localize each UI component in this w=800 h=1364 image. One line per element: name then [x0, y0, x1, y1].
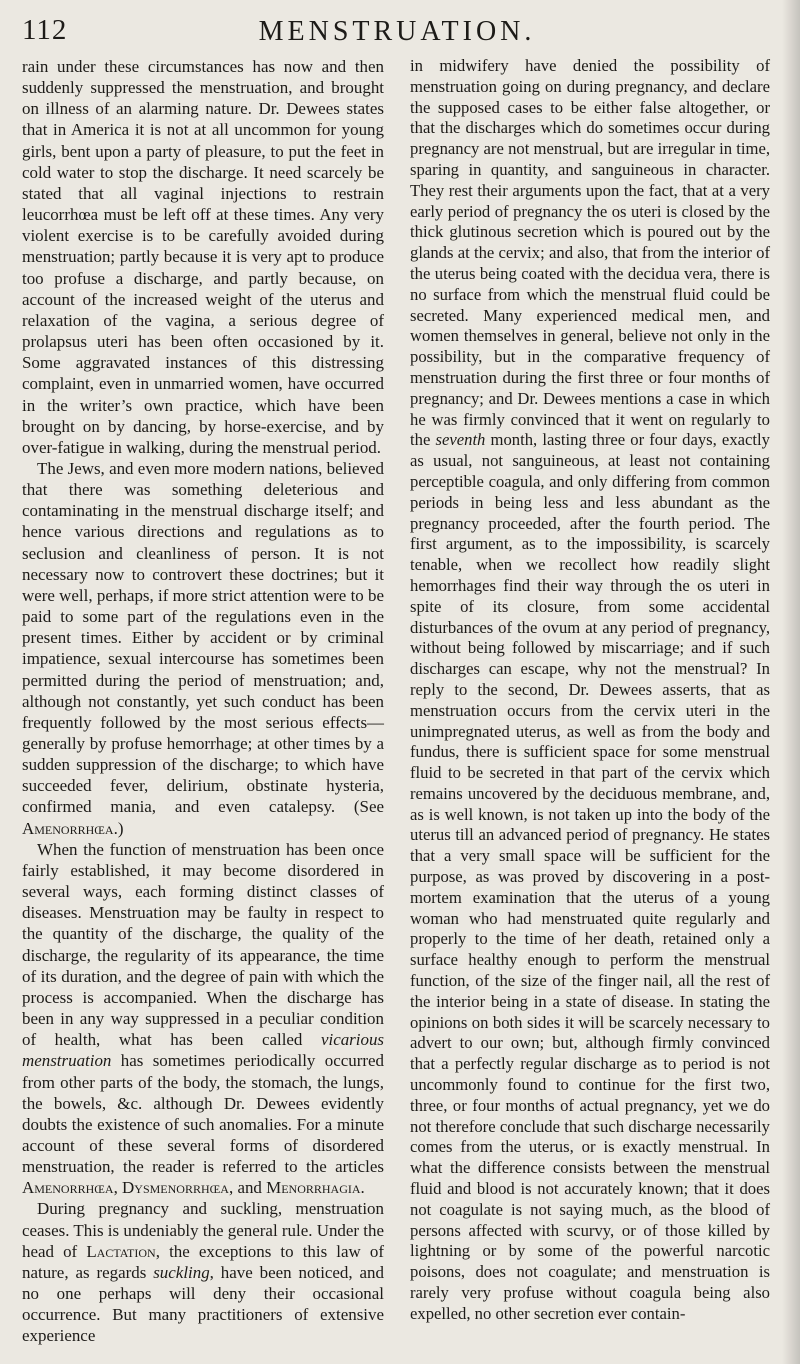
paragraph-text: The Jews, and even more modern nations, believed that there was something deleterious and contaminating in the menstrual discharge itself; and hence various directions and regulations as to seclusion and cleanliness of person. It is not necessary now to controvert these doctrines; but it were well, perhaps, if more strict attention were to be paid to some part of the regulations even in the present times. Either by accident or by criminal impatience, sexual intercourse has sometimes been permitted during the period of menstruation; and, although not constantly, yet such conduct has been frequently followed by the most serious effects—generally by profuse hemorrhage; at other times by a sudden suppression of the discharge; to which have succeeded fever, delirium, obstinate hysteria, confirmed mania, and even catalepsy. (See	[22, 458, 384, 817]
paragraph: rain under these circumstances has now and then suddenly suppressed the menstruation, and brought on illness of an alarming nature. Dr. Dewees states that in America it is not at all uncommon for young girls, bent upon a party of pleasure, to put the feet in cold water to stop the discharge. It need scarcely be stated that all vaginal injections to restrain leucorrhœa must be left off at these times. Any very violent exercise is to be carefully avoided during menstruation; partly because it is very apt to produce too profuse a discharge, and partly because, on account of the increased weight of the uterus and relaxation of the vagina, a serious degree of prolapsus uteri has been often occasioned by it. Some aggravated instances of this distressing complaint, even in unmarried women, have occurred in the writer’s own practice, which have been brought on by dancing, by horse-exercise, and by over-fatigue in walking, during the menstrual period.	[22, 57, 384, 457]
paragraph-text: .)	[113, 818, 124, 838]
paragraph-text: , have been noticed, and no one perhaps will deny their occasional occurrence. But many practitioners of extensive experience	[22, 1262, 384, 1346]
page-edge-shadow	[782, 0, 800, 1364]
paragraph-text: month, lasting three or four days, exactly as usual, not sanguineous, at least not containing perceptible coagula, and only differing from common periods in being less and less abundant as the pregnancy proceeded, after the fourth period. The first argument, as to the impossibility, is scarcely tenable, when we recollect how readily slight hemorrhages find their way through the os uteri in spite of its closure, from some accidental disturbances of the ovum at any period of pregnancy, without being followed by miscarriage; and if such discharges can escape, why not the menstrual? In reply to the second, Dr. Dewees asserts, that as menstruation occurs from the cervix uteri in the unimpregnated uterus, as well as from the body and fundus, there is sufficient space for some menstrual fluid to be secreted in that part of the cervix which remains uncovered by the deciduous membrane, and, as is well known, is not taken up into the body of the uterus till an advanced period of pregnancy. He states that a very small space will be sufficient for the purpose, as was proved by discovering in a post-mortem examination that the uterus of a young woman who had menstruated quite regularly and properly to the time of her death, retained only a surface healthy enough to perform the menstrual function, of the size of the finger nail, all the rest of the interior being in a state of disease. In stating the opinions on both sides it will be scarcely necessary to advert to our own; but, although firmly convinced that a perfectly regular discharge as to period is not uncommonly found to continue for the first two, three, or four months of actual pregnancy, yet we do not therefore conclude that such discharge necessarily comes from the uterus, or is exactly menstrual. In what the difference consists between the menstrual fluid and blood is not accurately known; that it does not coagulate is not saying much, as the blood of persons affected with scurvy, or of those killed by lightning or by some of the powerful narcotic poisons, does not coagulate; and menstruation is rarely very profuse without coagula being also expelled, no other secretion ever contain-	[410, 430, 770, 1323]
paragraph	[22, 1198, 384, 1346]
cross-reference: Menorrhagia	[266, 1178, 361, 1198]
page-number: 112	[22, 14, 68, 46]
cross-reference: Amenorrhœa	[22, 1178, 114, 1198]
italic-term: suckling	[153, 1262, 210, 1282]
paragraph-text: .	[360, 1178, 365, 1198]
paragraph-text: , the exceptions to this law of nature, as regards	[22, 1241, 384, 1282]
running-head	[22, 14, 772, 52]
italic-term: vicarious menstruation	[22, 1030, 385, 1071]
cross-reference: Dysmenorrhœa	[122, 1178, 229, 1198]
cross-reference: Amenorrhœa	[22, 818, 114, 838]
paragraph-text: in midwifery have denied the possibility of menstruation going on during pregnancy, and declare the supposed cases to be either false altogether, or that the discharges which do sometimes occur during pregnancy are not menstrual, but are irregular in time, sparing in quantity, and sanguineous in character. They rest their arguments upon the fact, that at a very early period of pregnancy the os uteri is closed by the thick glutinous secretion which is poured out by the glands at the cervix; and also, that from the interior of the uterus being coated with the decidua vera, there is no surface from which the menstrual fluid could be secreted. Many experienced medical men, and women themselves in general, believe not only in the possibility, but in the comparative frequency of menstruation during the first three or four months of pregnancy; and Dr. Dewees mentions a case in which he was firmly convinced that it went on regularly to the	[410, 56, 770, 450]
right-column	[410, 56, 770, 1325]
paragraph-text: , and	[228, 1178, 262, 1198]
paragraph: When the function of menstruation has been once fairly established, it may become disordered in several ways, each forming distinct classes of diseases. Menstruation may be faulty in respect to the quantity of the discharge, the quality of the discharge, the regularity of its appearance, the time of its duration, and the degree of pain with which the process is accompanied. When the discharge has been in any way suppressed in a peculiar condition of health, what has been called vicarious menstruation has sometimes periodically occurred from other parts of the body, the stomach, the lungs, the bowels, &c. although Dr. Dewees evidently doubts the existence of such anomalies. For a minute account of these several forms of disordered menstruation, the reader is referred to the articles Amenorrhœa, Dysmenorrhœa, and Menorrhagia.	[22, 839, 385, 1198]
paragraph-text: has sometimes periodically occurred from other parts of the body, the stomach, the lungs, the bowels, &c. although Dr. Dewees evidently doubts the existence of such anomalies. For a minute account of these several forms of disordered menstruation, the reader is referred to the articles	[22, 1051, 384, 1177]
paragraph-text: When the function of menstruation has been once fairly established, it may become disordered in several ways, each forming distinct classes of diseases. Menstruation may be faulty in respect to the quantity of the discharge, the quality of the discharge, the regularity of its appearance, the time of its duration, and the degree of pain with which the process is accompanied. When the discharge has been in any way suppressed in a peculiar condition of health, what has been called	[22, 839, 384, 1050]
page-title: MENSTRUATION.	[258, 16, 536, 47]
paragraph	[410, 56, 770, 1325]
cross-reference: Lactation	[86, 1241, 156, 1261]
paragraph-text: During pregnancy and suckling, menstruation ceases. This is undeniably the general rule. Under the head of	[22, 1199, 384, 1261]
paragraph	[22, 458, 384, 839]
left-column	[22, 56, 384, 1347]
italic-term: seventh	[435, 430, 486, 450]
